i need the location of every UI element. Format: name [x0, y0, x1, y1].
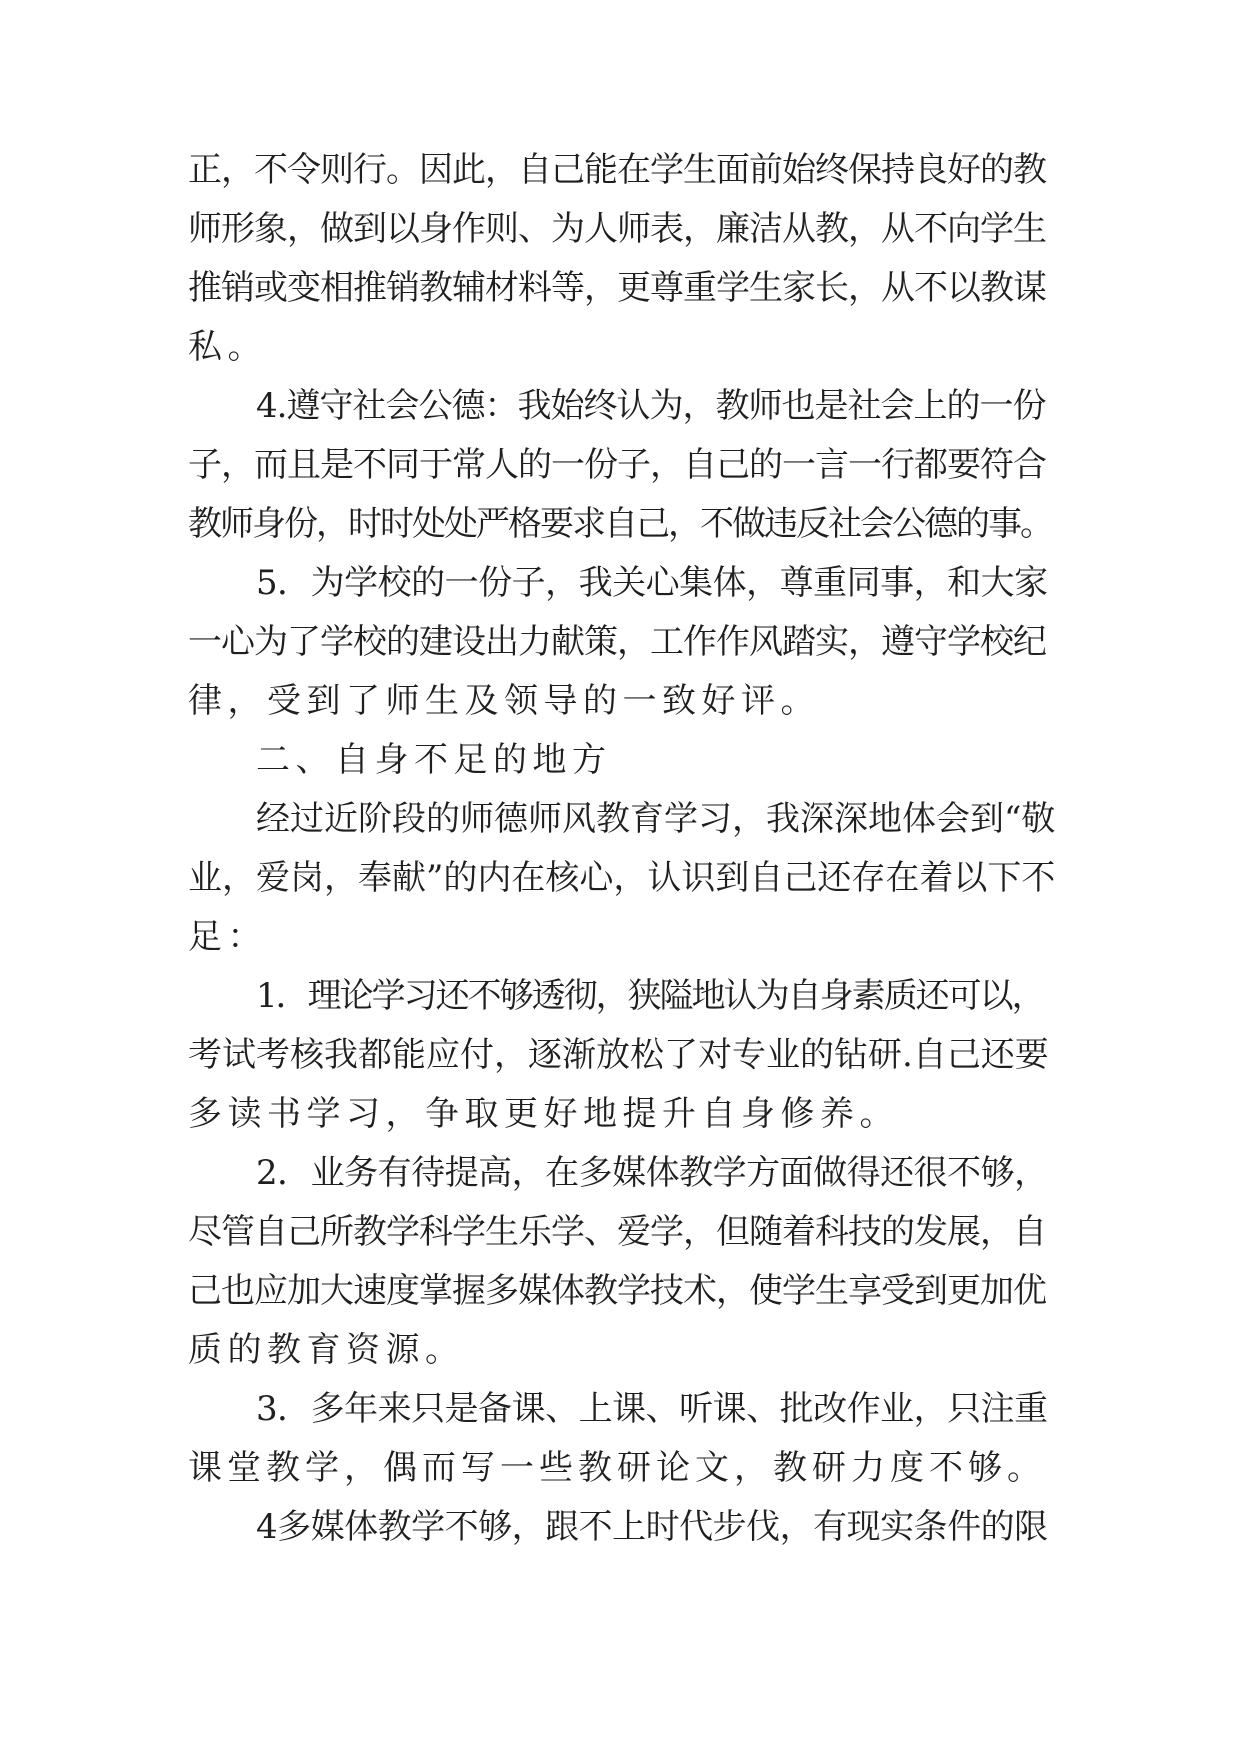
text-line: 正，不令则行。因此，自己能在学生面前始终保持良好的教 [188, 150, 1046, 190]
text-line: 4.遵守社会公德：我始终认为，教师也是社会上的一份 [256, 386, 1046, 426]
text-line: 一心为了学校的建设出力献策，工作作风踏实，遵守学校纪 [188, 622, 1046, 662]
text-line: 4多媒体教学不够，跟不上时代步伐，有现实条件的限 [256, 1507, 1048, 1547]
text-line: 律，受到了师生及领导的一致好评。 [188, 681, 820, 721]
text-line: 业，爱岗，奉献”的内在核心，认识到自己还存在着以下不 [188, 858, 1056, 898]
text-line: 考试考核我都能应付，逐渐放松了对专业的钻研.自己还要 [188, 1035, 1049, 1075]
text-line: 师形象，做到以身作则、为人师表，廉洁从教，从不向学生 [188, 209, 1046, 249]
text-line: 推销或变相推销教辅材料等，更尊重学生家长，从不以教谋 [188, 268, 1046, 308]
text-line: 质的教育资源。 [188, 1330, 465, 1370]
section-heading: 二、自身不足的地方 [256, 740, 612, 780]
text-line: 1．理论学习还不够透彻，狭隘地认为自身素质还可以， [256, 976, 1044, 1016]
text-line: 5．为学校的一份子，我关心集体，尊重同事，和大家 [256, 563, 1048, 603]
text-line: 教师身份，时时处处严格要求自己，不做违反社会公德的事。 [188, 504, 1052, 544]
text-line: 3．多年来只是备课、上课、听课、批改作业，只注重 [256, 1389, 1048, 1429]
text-line: 多读书学习，争取更好地提升自身修养。 [188, 1094, 899, 1134]
text-line: 私。 [188, 327, 267, 367]
text-line: 课堂教学，偶而写一些教研论文，教研力度不够。 [188, 1448, 1046, 1488]
text-line: 子，而且是不同于常人的一份子，自己的一言一行都要符合 [188, 445, 1046, 485]
text-line: 尽管自己所教学科学生乐学、爱学，但随着科技的发展，自 [188, 1212, 1046, 1252]
text-line: 足： [188, 917, 267, 957]
text-line: 2．业务有待提高，在多媒体教学方面做得还很不够， [256, 1153, 1048, 1193]
text-line: 经过近阶段的师德师风教育学习，我深深地体会到“敬 [256, 799, 1056, 839]
text-line: 己也应加大速度掌握多媒体教学技术，使学生享受到更加优 [188, 1271, 1046, 1311]
